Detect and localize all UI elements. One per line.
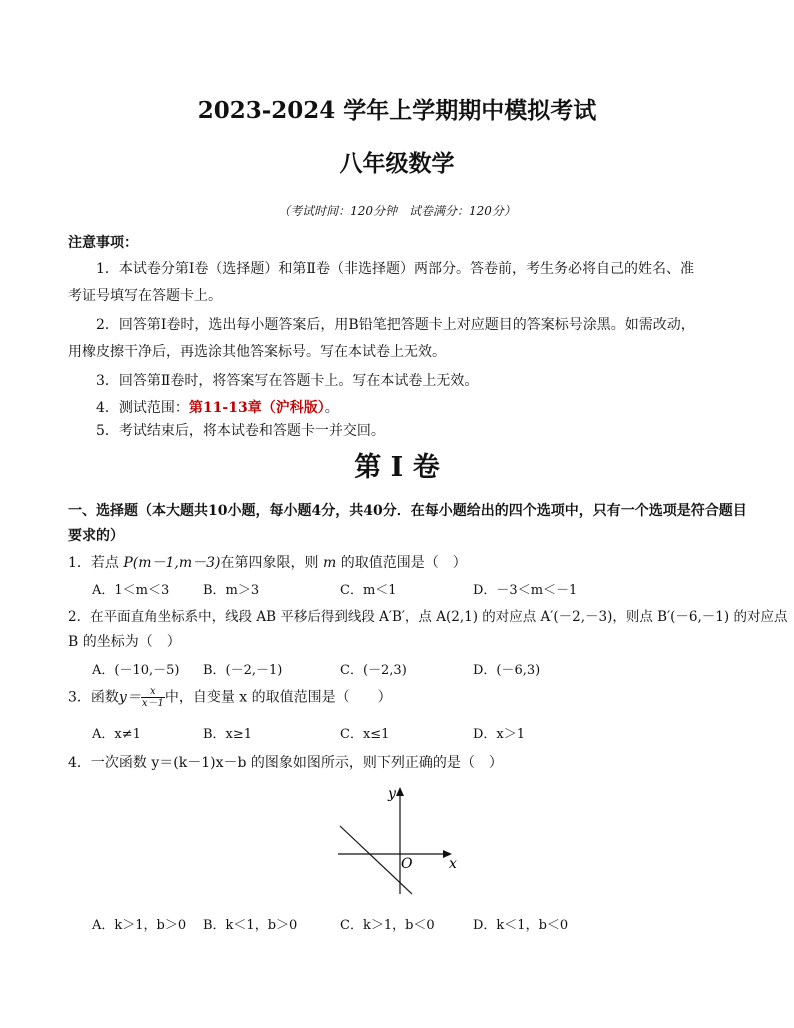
exam-subject: 八年级数学: [339, 150, 455, 177]
q1-var: m: [322, 555, 337, 571]
y-axis-arrow-icon: [396, 787, 404, 796]
question-1-option-d[interactable]: D．－3＜m＜－1: [473, 583, 578, 598]
x-axis-label: x: [449, 856, 457, 872]
question-3-option-b[interactable]: B．x≥1: [203, 727, 253, 742]
q3-denominator: x－1: [141, 698, 164, 709]
question-2-stem-line-1: 2．在平面直角坐标系中，线段 AB 平移后得到线段 A′B′，点 A(2,1) 的对应点 A′(－2,－3)，则点 B′(－6,－1) 的对应点: [68, 609, 788, 625]
question-2-option-c[interactable]: C．(－2,3): [340, 663, 407, 678]
test-scope: 第11-13章（沪科版）: [188, 400, 325, 416]
question-2-option-d[interactable]: D．(－6,3): [473, 663, 541, 678]
question-4-option-b[interactable]: B．k＜1，b＞0: [203, 918, 298, 933]
question-4-graph: [330, 778, 470, 903]
volume-title: 第 I 卷: [354, 452, 440, 483]
section-heading-line-1: 一、选择题（本大题共10小题，每小题4分，共40分．在每小题给出的四个选项中，只有一个选项是符合题目: [68, 503, 747, 519]
q1-text-c: 的取值范围是（ ）: [336, 555, 467, 571]
question-2-option-a[interactable]: A．(－10,－5): [92, 663, 180, 678]
question-4-stem: 4．一次函数 y＝(k－1)x－b 的图象如图所示，则下列正确的是（ ）: [68, 755, 503, 771]
question-3-option-c[interactable]: C．x≤1: [340, 727, 390, 742]
question-1-stem: [68, 552, 467, 572]
y-axis-label: y: [388, 786, 396, 802]
q3-numerator: x: [141, 686, 165, 698]
notice-item-2-line-2: 用橡皮擦干净后，再选涂其他答案标号。写在本试卷上无效。: [68, 344, 446, 360]
notice-heading: 注意事项：: [68, 235, 138, 251]
question-1-option-c[interactable]: C．m＜1: [340, 583, 397, 598]
question-3-option-a[interactable]: A．x≠1: [92, 727, 141, 742]
exam-info: （考试时间：120分钟 试卷满分：120分）: [278, 204, 516, 218]
q1-point-expr: P(m－1,m－3): [123, 555, 221, 571]
exam-title: 2023-2024 学年上学期期中模拟考试: [197, 97, 597, 124]
question-3-stem: [68, 686, 392, 716]
notice-item-3: 3．回答第Ⅱ卷时，将答案写在答题卡上。写在本试卷上无效。: [96, 373, 479, 389]
notice-item-4-suffix: 。: [324, 400, 339, 416]
q1-text-b: 在第四象限，则: [220, 555, 323, 571]
question-4-option-c[interactable]: C．k＞1，b＜0: [340, 918, 435, 933]
notice-item-1-line-1: 1．本试卷分第Ⅰ卷（选择题）和第Ⅱ卷（非选择题）两部分。答卷前，考生务必将自己的姓名、准: [96, 261, 694, 277]
question-2-stem-line-2: B 的坐标为（ ）: [68, 634, 181, 650]
q1-text-a: 1．若点: [68, 555, 124, 571]
question-2-option-b[interactable]: B．(－2,－1): [203, 663, 283, 678]
notice-item-4: [96, 397, 339, 417]
q3-lhs: y＝: [118, 689, 141, 706]
origin-label: O: [401, 856, 413, 872]
q3-fraction: [141, 686, 165, 709]
notice-item-1-line-2: 考证号填写在答题卡上。: [68, 288, 222, 304]
question-4-option-d[interactable]: D．k＜1，b＜0: [473, 918, 569, 933]
question-1-option-a[interactable]: A．1＜m＜3: [92, 583, 170, 598]
section-heading-line-2: 要求的）: [68, 528, 124, 544]
question-3-option-d[interactable]: D．x＞1: [473, 727, 526, 742]
question-1-option-b[interactable]: B．m＞3: [203, 583, 260, 598]
notice-item-5: 5．考试结束后，将本试卷和答题卡一并交回。: [96, 423, 385, 439]
q3-text-a: 3．函数: [68, 689, 119, 706]
notice-item-4-prefix: 4．测试范围：: [96, 400, 189, 416]
question-4-option-a[interactable]: A．k＞1，b＞0: [92, 918, 187, 933]
q3-text-b: 中，自变量 x 的取值范围是（ ）: [164, 689, 392, 706]
notice-item-2-line-1: 2．回答第Ⅰ卷时，选出每小题答案后，用B铅笔把答题卡上对应题目的答案标号涂黑。如需改动，: [96, 317, 695, 333]
